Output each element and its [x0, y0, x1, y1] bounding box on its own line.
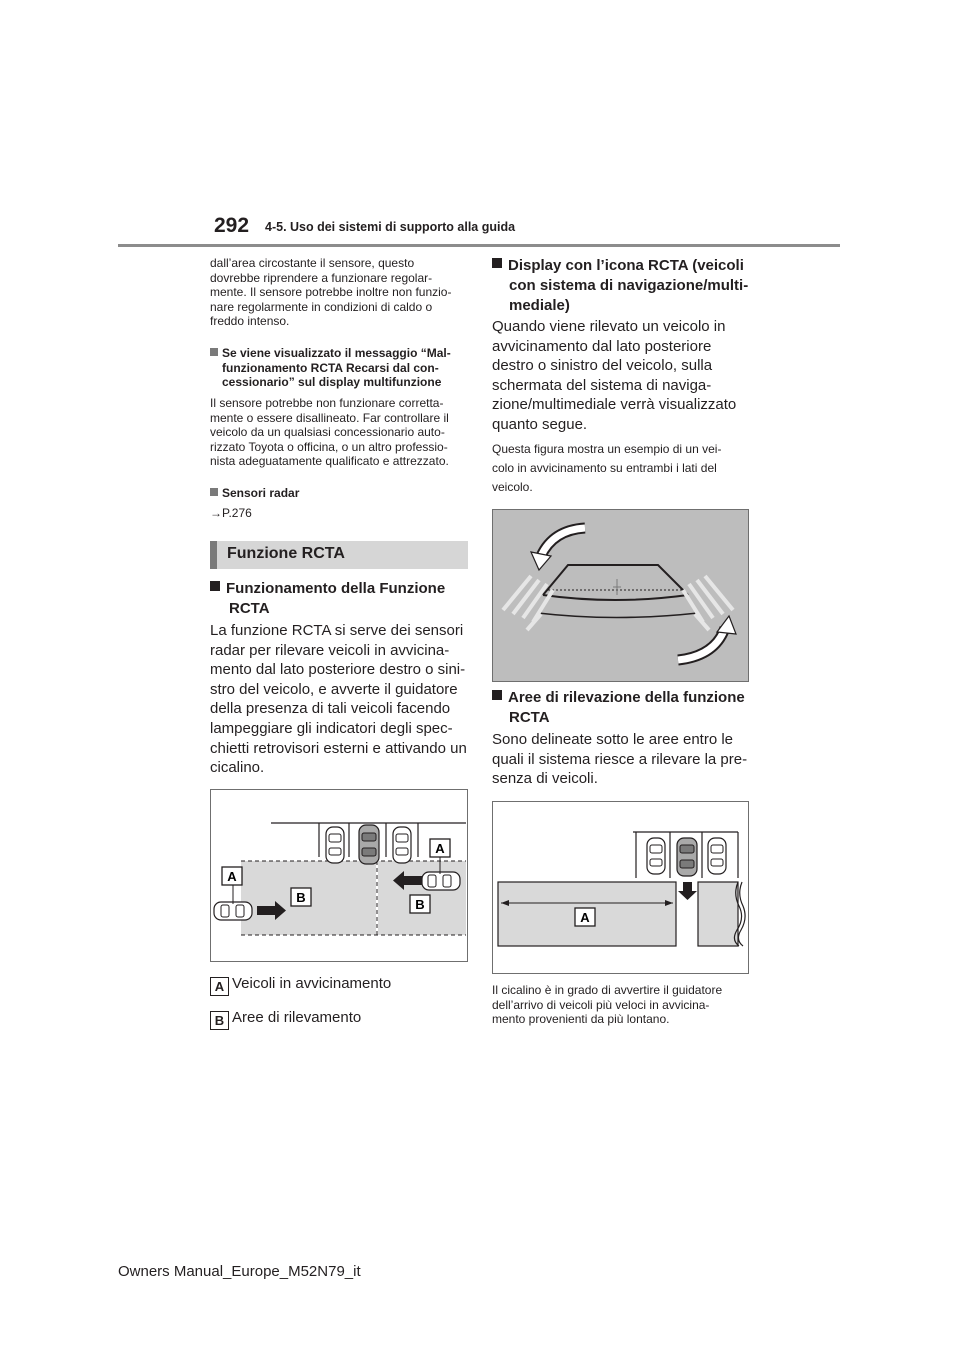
function-heading: Funzionamento della Funzione RCTA	[210, 579, 472, 619]
parked-car-icon	[393, 827, 411, 863]
detection-range-figure	[492, 801, 749, 974]
own-car-icon	[677, 838, 697, 876]
radar-page-reference[interactable]: →P.276	[210, 506, 252, 520]
svg-text:A: A	[435, 841, 445, 856]
arrow-down-icon	[678, 882, 697, 900]
label-b-box	[291, 888, 311, 906]
legend-areas: B Aree di rilevamento	[210, 1009, 361, 1030]
display-note: Questa figura mostra un esempio di un vei- colo in avvicinamento su entrambi i lati del veicolo.	[492, 442, 722, 494]
svg-text:A: A	[227, 869, 237, 884]
label-b-box	[410, 895, 430, 913]
malfunction-message-heading: Se viene visualizzato il messaggio “Mal- funzionamento RCTA Recarsi dal con- cessionario” sul display multifunzione	[210, 346, 472, 390]
section-banner: Funzione RCTA	[210, 541, 468, 569]
parked-car-icon	[326, 827, 344, 863]
function-description: La funzione RCTA si serve dei sensori radar per rilevare veicoli in avvicina- mento dal lato posteriore destro o sini- stro del veicolo, e avverte il guidatore della presenza di tali veicoli facendo lampeggiare gli indicatori degli spec- chietti retrovisori esterni e attivando un cicalino.	[210, 622, 467, 777]
svg-text:B: B	[296, 890, 306, 905]
section-title: 4-5. Uso dei sistemi di supporto alla guida	[265, 220, 516, 234]
rcta-display-figure	[492, 509, 749, 682]
bullet-square-icon	[210, 581, 220, 591]
label-a-box	[575, 908, 595, 926]
footer-manual-id: Owners Manual_Europe_M52N79_it	[118, 1263, 361, 1280]
page-number: 292	[214, 214, 250, 237]
areas-heading: Aree di rilevazione della funzione RCTA	[492, 688, 754, 728]
parked-car-icon	[708, 838, 726, 874]
bullet-square-icon	[492, 258, 502, 268]
display-description: Quando viene rilevato un veicolo in avvicinamento dal lato posteriore destro o sinistro del veicolo, sulla schermata del sistema di naviga- zione/multimediale verrà visualizzato quanto segue.	[492, 318, 737, 433]
label-a-box	[222, 867, 242, 885]
display-heading: Display con l’icona RCTA (veicoli con sistema di navigazione/multi- mediale)	[492, 256, 754, 316]
parked-car-icon	[359, 825, 379, 864]
parking-detection-figure	[210, 789, 468, 962]
own-car-icon	[214, 902, 252, 920]
approaching-car-icon	[422, 872, 460, 890]
buzzer-caption: Il cicalino è in grado di avvertire il guidatore dell’arrivo di veicoli più veloci in avvicina- mento provenienti da più lontano.	[492, 983, 723, 1027]
label-a-box	[430, 839, 450, 857]
areas-description: Sono delineate sotto le aree entro le quali il sistema riesce a rilevare la pre- senza di veicoli.	[492, 731, 748, 788]
bullet-square-icon	[492, 690, 502, 700]
radar-sensors-heading: Sensori radar	[210, 486, 299, 501]
header-rule	[118, 244, 840, 247]
parked-car-icon	[647, 838, 665, 874]
bullet-square-icon	[210, 348, 218, 356]
legend-approaching: A Veicoli in avvicinamento	[210, 975, 391, 996]
malfunction-message-body: Il sensore potrebbe non funzionare corretta- mente o essere disallineato. Far controllare il veicolo da un qualsiasi concessionario auto- rizzato Toyota o officina, o un altro professio- nista adeguatamente qualificato e attrezzato.	[210, 396, 449, 469]
bullet-square-icon	[210, 488, 218, 496]
svg-text:B: B	[415, 897, 425, 912]
svg-text:A: A	[580, 910, 590, 925]
intro-paragraph: dall’area circostante il sensore, questo dovrebbe riprendere a funzionare regolar- mente. Il sensore potrebbe inoltre non funzio- nare regolarmente in condizioni di caldo o freddo intenso.	[210, 256, 452, 329]
